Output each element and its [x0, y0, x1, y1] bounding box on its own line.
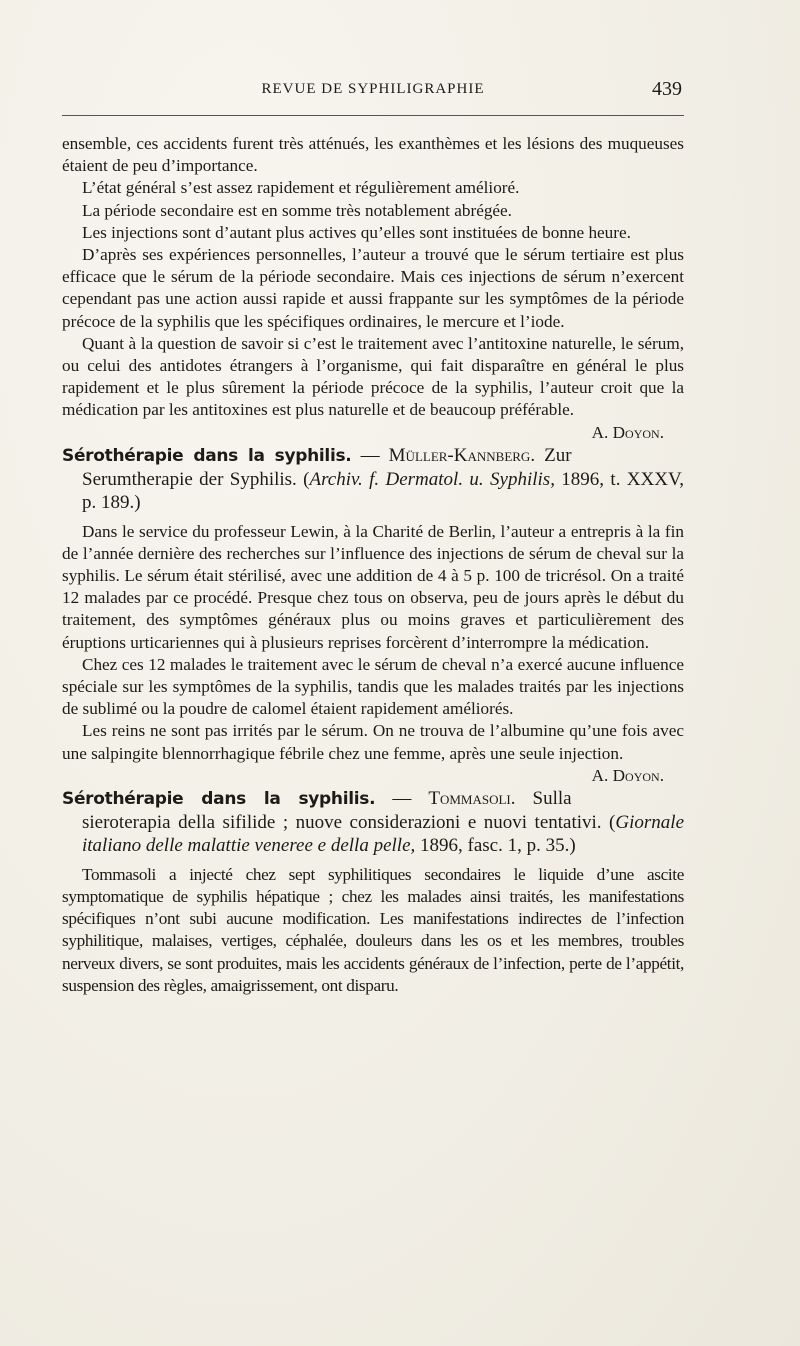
- signature: A. Doyon.: [591, 422, 664, 442]
- page-body: [62, 133, 684, 997]
- paragraph: D’après ses expériences personnelles, l’auteur a trouvé que le sérum tertiaire est plus efficace que le sérum de la période secondaire. Mais ces injections de sérum n’exercent cependant pas une action aussi rapide et aussi frappante sur les symptômes de la période précoce de la syphilis que les spécifiques ordinaires, le mercure et l’iode.: [62, 245, 684, 331]
- article-title: Sulla sieroterapia della sifilide ; nuove considerazioni e nuovi tentativi. (: [82, 787, 616, 833]
- paragraph: L’état général s’est assez rapidement et régulièrement amélioré.: [82, 178, 520, 198]
- article-muller-kannberg: [62, 444, 684, 785]
- article-title: Zur Serumtherapie der Syphilis. (: [82, 444, 572, 490]
- article-heading: [62, 444, 684, 514]
- paragraph: La période secondaire est en somme très notablement abrégée.: [82, 200, 512, 220]
- heading-dash: —: [375, 787, 429, 809]
- heading-dash: —: [351, 444, 389, 466]
- article-heading: [62, 787, 684, 857]
- paragraph: ensemble, ces accidents furent très atténués, les exanthèmes et les lésions des muqueuses étaient de peu d’importance.: [62, 134, 684, 176]
- article-tommasoli: [62, 787, 684, 997]
- journal-name: Giornale italiano delle malattie veneree e della pelle,: [82, 811, 684, 856]
- paragraph-text: Les reins ne sont pas irrités par le sérum. On ne trouva de l’albumine qu’une fois avec une salpingite blennorrhagique fébrile chez une femme, après une seule injection.: [62, 721, 684, 763]
- header-rule: [62, 115, 684, 116]
- running-title: REVUE DE SYPHILIGRAPHIE: [261, 81, 485, 97]
- paragraph: Tommasoli a injecté chez sept syphilitiques secondaires le liquide d’une ascite symptomatique de syphilis hépatique ; chez les malades ainsi traités, les manifestations spécifiques n’ont subi aucune modification. Les manifestations indirectes de l’infection syphilitique, malaises, vertiges, céphalée, douleurs dans les os et les membres, troubles nerveux divers, se sont produites, mais les accidents généraux de l’infection, perte de l’appétit, suspension des règles, amaigrissement, ont disparu.: [62, 864, 684, 995]
- running-head: [62, 78, 684, 104]
- article-reference: 1896, t. XXXV, p. 189.): [82, 468, 684, 513]
- paragraph-text: Quant à la question de savoir si c’est le traitement avec l’antitoxine naturelle, le sérum, ou celui des antidotes étrangers à l’organisme, qui fait disparaître en général le plus rapidement et le plus sûrement la période précoce de la syphilis, l’auteur croit que la médication par les antitoxines est plus naturelle et de beaucoup préférable.: [62, 333, 684, 420]
- journal-name: Archiv. f. Dermatol. u. Syphilis,: [309, 468, 555, 490]
- paragraph: Chez ces 12 malades le traitement avec le sérum de cheval n’a exercé aucune influence spéciale sur les symptômes de la syphilis, tandis que les malades traités par les injections de sublimé ou la poudre de calomel étaient rapidement améliorés.: [62, 654, 684, 719]
- article-author: Tommasoli.: [428, 787, 516, 809]
- paragraph: Dans le service du professeur Lewin, à la Charité de Berlin, l’auteur a entrepris à la fin de l’année dernière des recherches sur l’influence des injections de sérum de cheval sur la syphilis. Le sérum était stérilisé, avec une addition de 4 à 5 p. 100 de tricrésol. On a traité 12 malades par ce procédé. Presque chez tous on observa, peu de jours après le début du traitement, des symptômes généraux plus ou moins graves et particulièrement des éruptions urticariennes qui à plusieurs reprises forcèrent d’interrompre la médication.: [62, 521, 684, 652]
- article-topic: Sérothérapie dans la syphilis.: [62, 788, 376, 809]
- article-reference: 1896, fasc. 1, p. 35.): [415, 834, 576, 856]
- signature: A. Doyon.: [591, 765, 664, 785]
- page-number: 439: [652, 78, 682, 100]
- article-author: Müller-Kannberg.: [388, 444, 536, 466]
- paragraph-with-signature: [62, 333, 684, 442]
- paragraph: Les injections sont d’autant plus actives qu’elles sont instituées de bonne heure.: [82, 222, 631, 242]
- paragraph-with-signature: [62, 720, 684, 785]
- article-topic: Sérothérapie dans la syphilis.: [62, 445, 352, 466]
